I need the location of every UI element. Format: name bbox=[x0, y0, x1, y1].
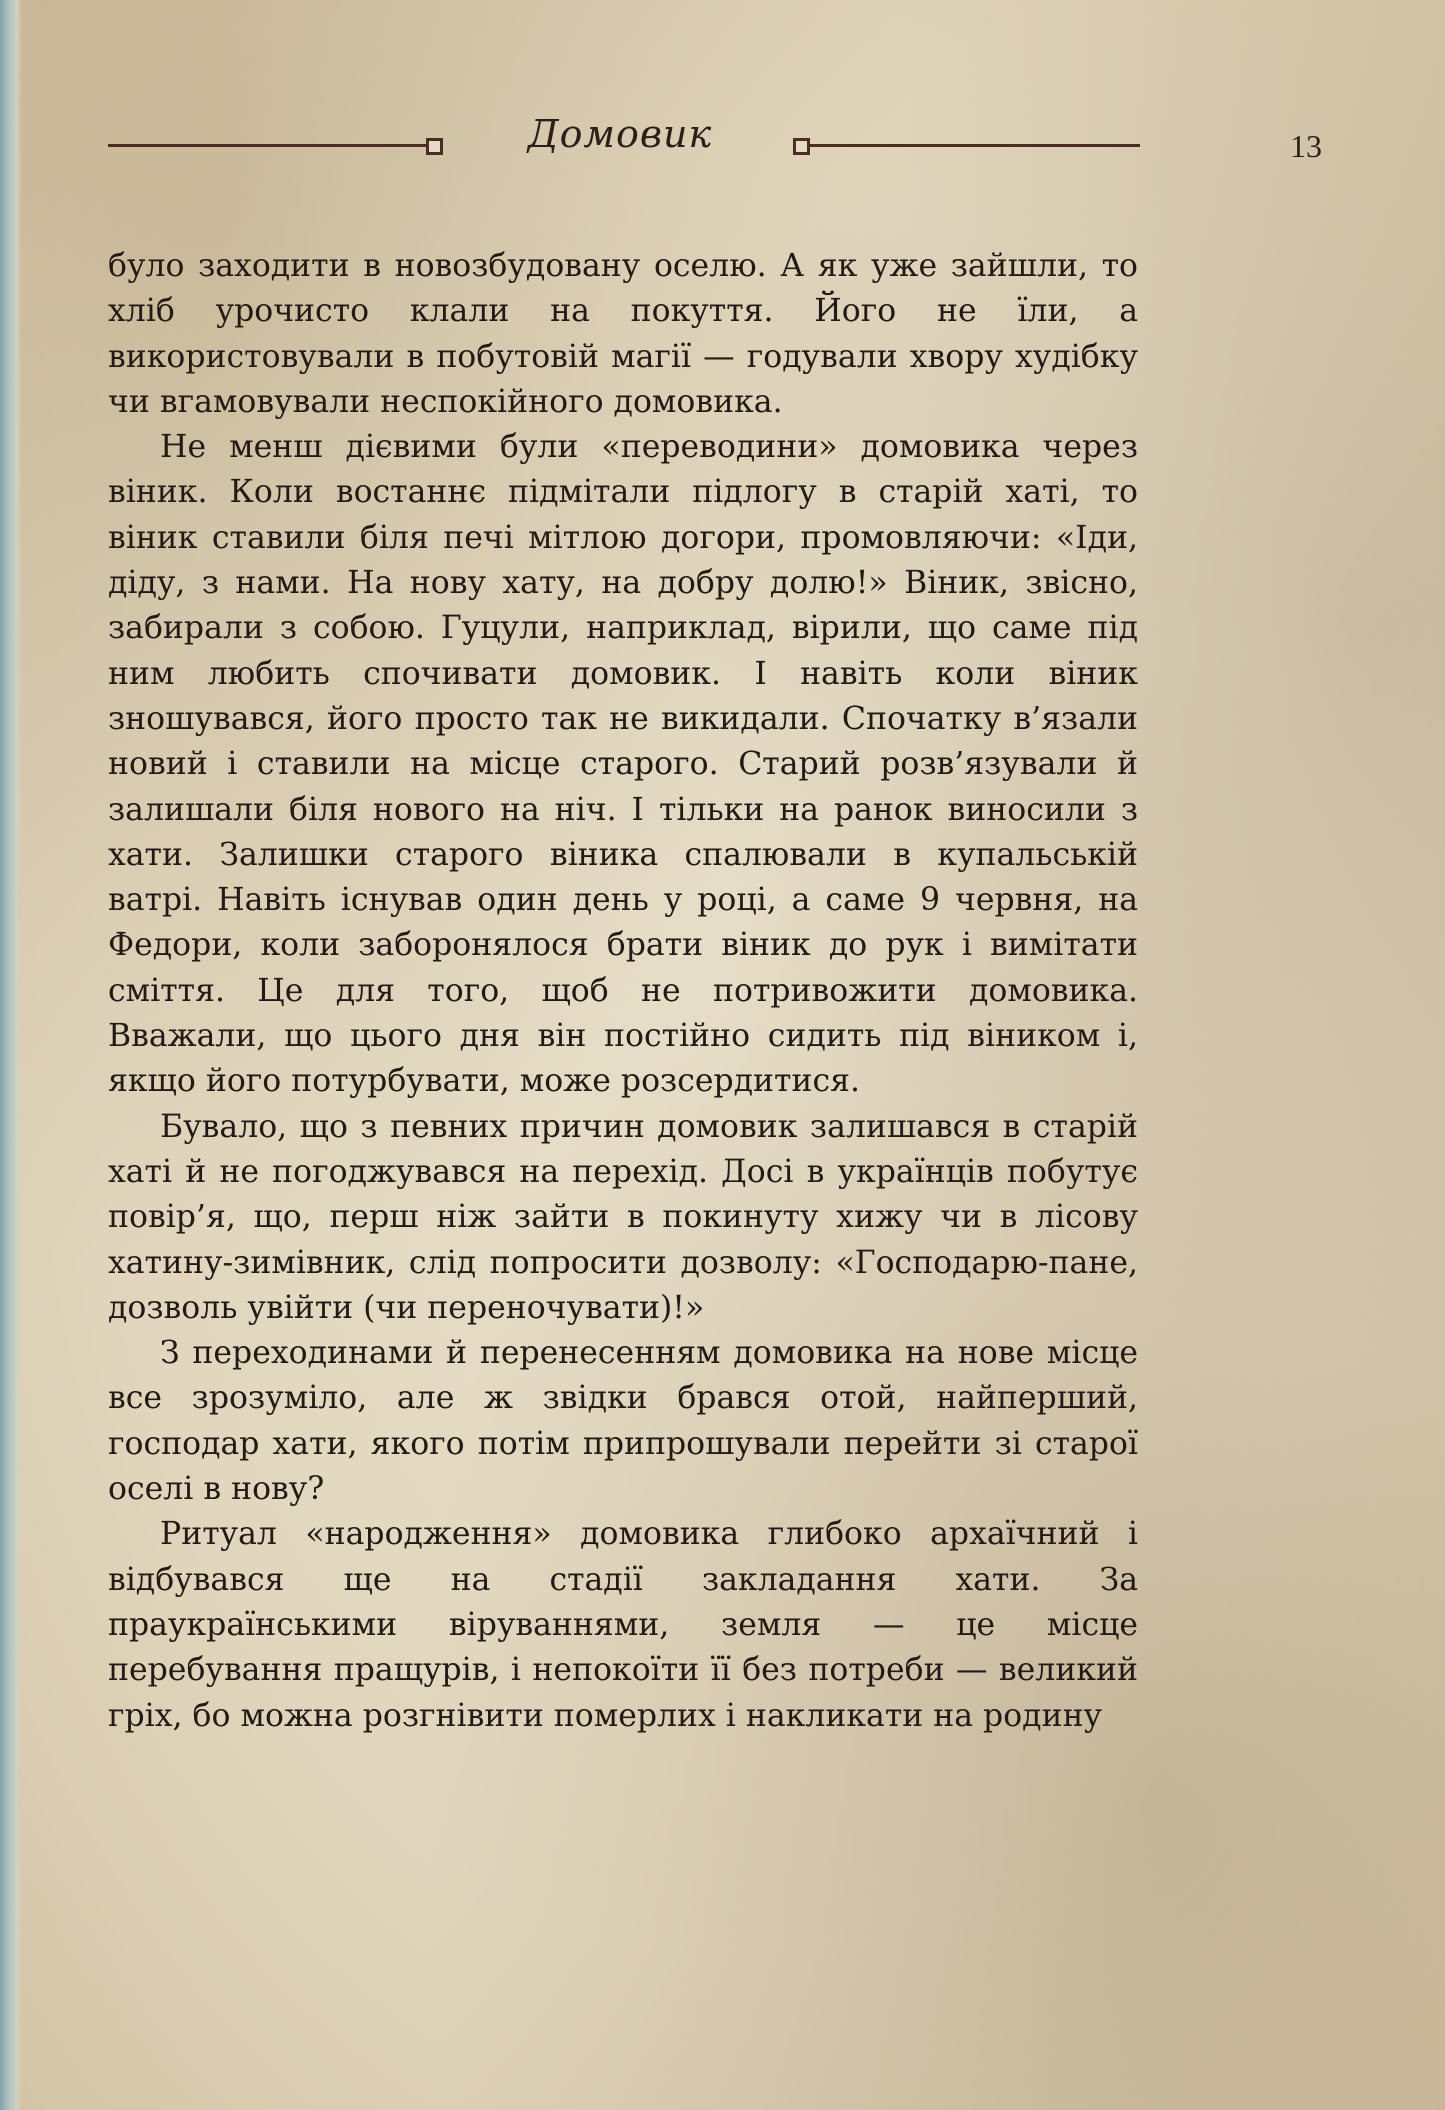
paragraph: Не менш дієвими були «переводини» домовика через віник. Коли востаннє підмітали підлогу в старій хаті, то віник ставили біля печі мітлою догори, промовляючи: «Іди, діду, з нами. На нову хату, на добру долю!» Віник, звісно, забирали з собою. Гуцули, наприклад, вірили, що саме під ним любить спочивати домовик. І навіть коли віник зношувався, його просто так не викидали. Спочатку в’язали новий і ставили на місце старого. Старий розв’язували й залишали біля нового на ніч. І тільки на ранок виносили з хати. Залишки старого віника спалювали в купальській ватрі. Навіть існував один день у році, а саме 9 червня, на Федори, коли заборонялося брати віник до рук і вимітати сміття. Це для того, щоб не потривожити домовика. Вважали, що цього дня він постійно сидить під віником і, якщо його потурбувати, може розсердитися. bbox=[108, 429, 1138, 1100]
page-edge-shadow bbox=[0, 0, 22, 2110]
paragraph: Ритуал «народження» домовика глибоко архаїчний і відбувався ще на стадії закладання хати. За праукраїнськими віруваннями, земля — це місце перебування пращурів, і непокоїти її без потреби — великий гріх, бо можна розгнівити померлих і накликати на родину bbox=[108, 1516, 1138, 1734]
paragraph: Бувало, що з певних причин домовик залишався в старій хаті й не погоджувався на перехід. Досі в українців побутує повір’я, що, перш ніж зайти в покинуту хижу чи в лісову хатину-зимівник, слід попросити дозволу: «Господарю-пане, дозволь увійти (чи переночувати)!» bbox=[108, 1108, 1138, 1326]
body-text bbox=[108, 244, 1138, 1739]
header-ornament-left bbox=[426, 138, 443, 155]
header-rule-right bbox=[810, 144, 1140, 147]
paragraph: було заходити в новозбудовану оселю. А як уже зайшли, то хліб урочисто клали на покуття. Його не їли, а використовували в побутовій магії — годували хвору худібку чи вгамовували неспокійного домовика. bbox=[108, 248, 1138, 420]
header-ornament-right bbox=[793, 138, 810, 155]
page-header bbox=[0, 0, 1445, 200]
page-number: 13 bbox=[1290, 128, 1322, 164]
header-rule-left bbox=[108, 144, 426, 147]
paragraph: З переходинами й перенесенням домовика на нове місце все зрозуміло, але ж звідки брався отой, найперший, господар хати, якого потім припрошували перейти зі старої оселі в нову? bbox=[108, 1335, 1138, 1508]
running-title: Домовик bbox=[527, 112, 713, 156]
